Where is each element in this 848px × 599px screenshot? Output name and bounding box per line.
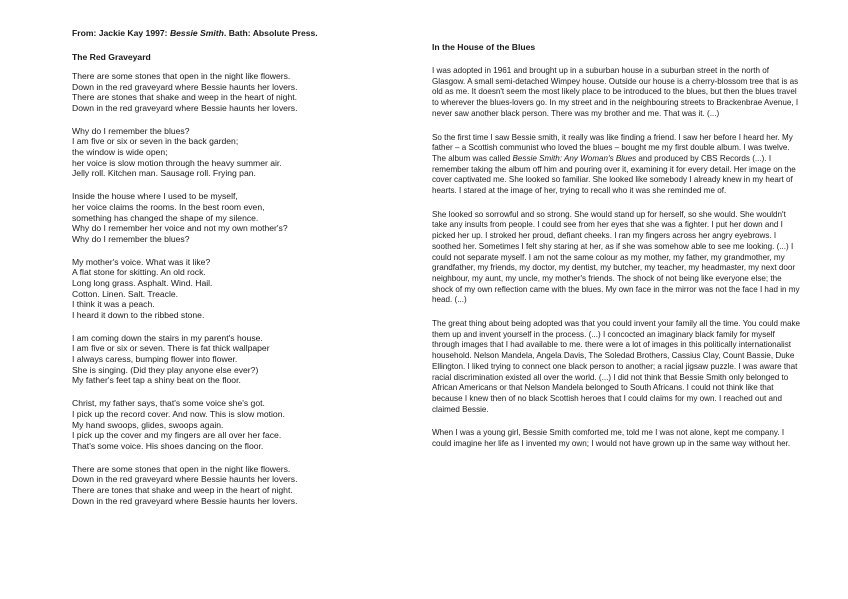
poem-line: Christ, my father says, that's some voice she's got. (72, 398, 265, 409)
poem-line: My father's feet tap a shiny beat on the floor. (72, 375, 241, 386)
poem-line: Down in the red graveyard where Bessie haunts her lovers. (72, 495, 298, 506)
poem-line: Down in the red graveyard where Bessie haunts her lovers. (72, 474, 298, 485)
poem-line: I am coming down the stairs in my parent's house. (72, 332, 263, 343)
poem-line: She is singing. (Did they play anyone else ever?) (72, 364, 259, 375)
citation-publisher: . Bath: Absolute Press. (223, 28, 318, 38)
poem-line: I pick up the record cover. And now. This is slow motion. (72, 408, 285, 419)
poem-line: the window is wide open; (72, 147, 168, 158)
poem-title: The Red Graveyard (72, 52, 151, 62)
poem-line: My mother's voice. What was it like? (72, 256, 211, 267)
poem-line: I am five or six or seven in the back garden; (72, 136, 239, 147)
essay-body (432, 66, 802, 463)
poem-line: I heard it down to the ribbed stone. (72, 309, 205, 320)
poem-line: There are some stones that open in the night like flowers. (72, 71, 291, 81)
poem-stanza (72, 398, 392, 451)
poem-stanza (72, 126, 392, 179)
poem-line: I think it was a peach. (72, 299, 155, 310)
poem-stanza (72, 333, 392, 386)
poem-stanza (72, 257, 392, 321)
poem-line: Inside the house where I used to be myself, (72, 191, 238, 202)
poem-line: I always caress, bumping flower into flower. (72, 354, 238, 365)
poem-line: I am five or six or seven. There is fat thick wallpaper (72, 343, 270, 354)
citation-author-year: From: Jackie Kay 1997: (72, 28, 170, 38)
poem-line: something has changed the shape of my silence. (72, 212, 259, 223)
citation-book-title: Bessie Smith (169, 28, 224, 38)
paragraph-2-text-a: So the first time I saw Bessie smith, it really was like finding a friend. I saw her before I heard her. My father – a Scottish communist who loved the blues – bought me my first double album. I was twelve. The album was called (432, 132, 793, 163)
essay-paragraph-3: She looked so sorrowful and so strong. She would stand up for herself, so she would. She wouldn't take any insults from people. I could see from her eyes that she was a fighter. I put her down and I picked her up. I stroked her proud, defiant cheeks. I ran my fingers across her angry eyebrows. I soothed her. Sometimes I felt shy staring at her, as if she was somehow able to see me looking. (...) I could not separate myself. I am not the same colour as my mother, my father, my grandmother, my grandfather, my friends, my doctor, my dentist, my butcher, my teacher, my headmaster, my next door neighbour, my aunt, my uncle, my mother's friends. The shock of not being like everyone else; the shock of my own reflection came with the blues. My own face in the mirror was not the face I had in my head. (...) (432, 209, 800, 305)
poem-line: Why do I remember the blues? (72, 125, 190, 136)
essay-title: In the House of the Blues (432, 42, 536, 52)
paragraph-2-text-b: and produced by CBS Records (...). I remember taking the album off him and pouring over it, examining it for every detail. Her image on the cover captivated me. She looked so familiar. She looked like somebody I already knew in my heart of hearts. I stared at the image of her, trying to recall who it was she reminded me of. (432, 153, 796, 196)
poem-line: Why do I remember her voice and not my own mother's? (72, 223, 288, 234)
poem-stanza (72, 464, 392, 506)
poem-line: Long long grass. Asphalt. Wind. Hail. (72, 278, 213, 288)
poem-line: Down in the red graveyard where Bessie haunts her lovers. (72, 81, 298, 92)
poem-line: There are some stones that open in the night like flowers. (72, 463, 291, 474)
poem-line: A flat stone for skitting. An old rock. (72, 267, 206, 278)
poem-stanza (72, 191, 392, 244)
source-citation (72, 28, 318, 38)
poem-line: There are stones that shake and weep in the heart of night. (72, 92, 298, 103)
poem-line: her voice is slow motion through the heavy summer air. (72, 157, 282, 168)
essay-paragraph-4: The great thing about being adopted was that you could invent your family all the time. You could make them up and invent yourself in the process. (...) I concocted an imaginary black family for myself through images that I had available to me. there were a lot of images in this politically internationalist household. Nelson Mandela, Angela Davis, The Soledad Brothers, Cassius Clay, Count Bassie, Duke Ellington. I liked trying to connect one black person to another; a racial jigsaw puzzle. I was aware that racial discrimination existed all over the world. (...) I did not think that Bessie Smith only belonged to African Americans or that Nelson Mandela belonged to South Africans. I could not think like that because I knew then of no black Scottish heroes that I could claims for my own. I reached out and claimed Bessie. (432, 319, 801, 414)
poem-body (72, 71, 392, 519)
poem-line: Why do I remember the blues? (72, 233, 190, 244)
essay-paragraph-1: I was adopted in 1961 and brought up in a suburban house in a suburban street in the north of Glasgow. A small semi-detached Wimpey house. Outside our house is a cherry-blossom tree that is as old as me. It doesn't seem the most likely place to be introduced to the blues, but then the blues travel to wherever the blues-lovers go. In my street and in the neighbouring streets to Brackenbrae Avenue, I never saw another black person. There was my brother and me. That was it. (...) (432, 66, 799, 118)
poem-line: Cotton. Linen. Salt. Treacle. (72, 288, 179, 299)
poem-line: Jelly roll. Kitchen man. Sausage roll. Frying pan. (72, 168, 256, 179)
essay-paragraph-2 (432, 133, 802, 197)
poem-line: I pick up the cover and my fingers are all over her face. (72, 430, 282, 441)
poem-line: My hand swoops, glides, swoops again. (72, 419, 224, 430)
poem-line: her voice claims the rooms. In the best room even, (72, 201, 265, 212)
essay-paragraph-5: When I was a young girl, Bessie Smith comforted me, told me I was not alone, kept me company. I could imagine her life as I invented my own; I would not have grown up in the same way without her. (432, 428, 791, 449)
poem-line: Down in the red graveyard where Bessie haunts her lovers. (72, 102, 298, 113)
poem-stanza (72, 71, 392, 113)
poem-line: That's some voice. His shoes dancing on the floor. (72, 440, 264, 451)
poem-line: There are tones that shake and weep in the heart of night. (72, 485, 293, 495)
album-title: Bessie Smith: Any Woman's Blues (512, 153, 637, 163)
